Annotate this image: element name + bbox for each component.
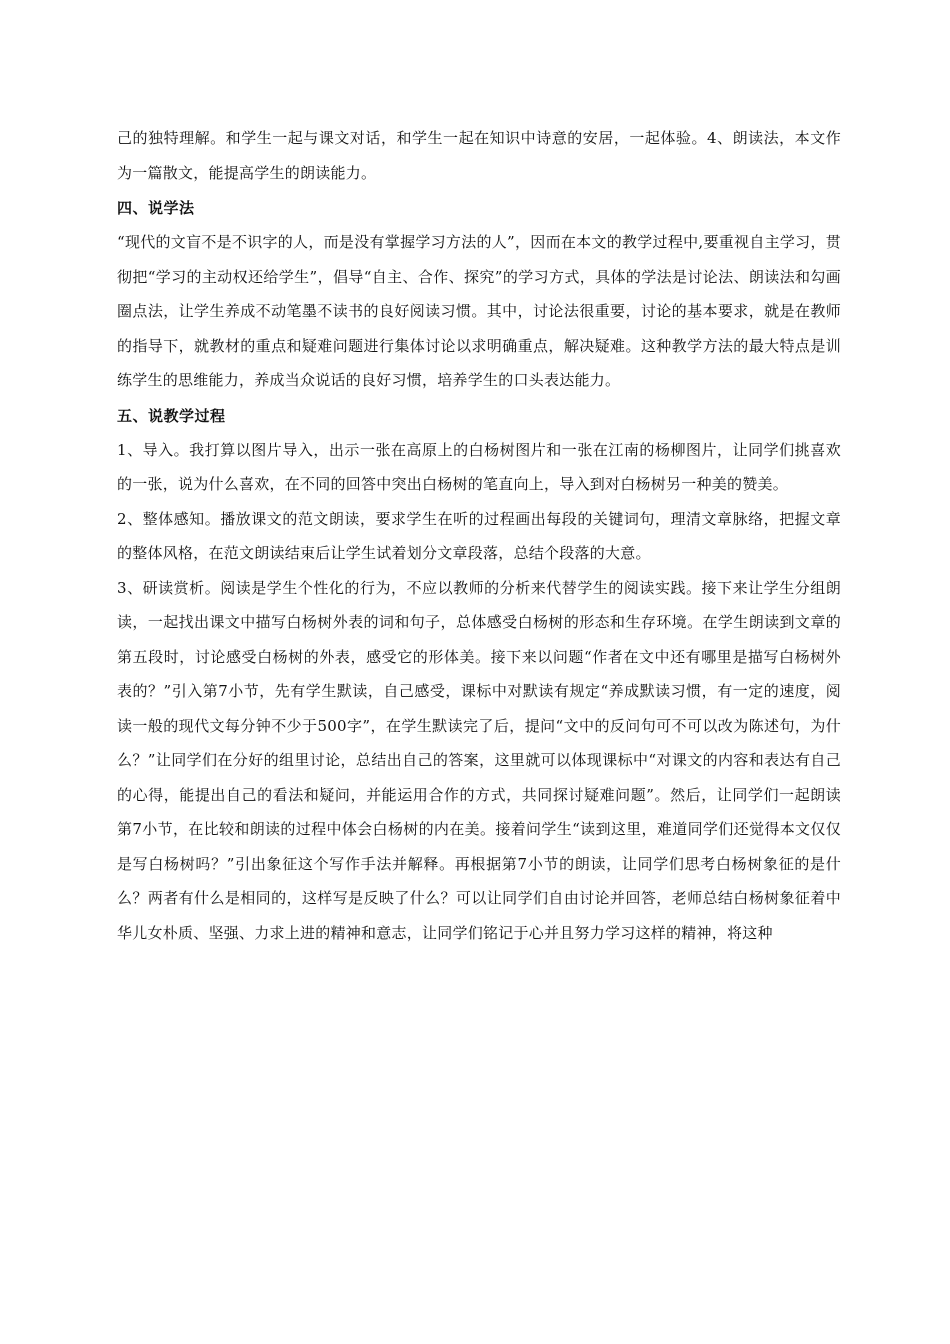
section-heading-teaching-process: 五、说教学过程 (117, 406, 226, 425)
teaching-step-reading-appreciation: 3、研读赏析。阅读是学生个性化的行为，不应以教师的分析来代替学生的阅读实践。接下来让学生分组朗读，一起找出课文中描写白杨树外表的词和句子，总体感受白杨树的形态和生存环境。在学生朗读到文章的第五段时，讨论感受白杨树的外表，感受它的形体美。接下来以问题“作者在文中还有哪里是描写白杨树外表的？”引入第7小节，先有学生默读，自己感受，课标中对默读有规定“养成默读习惯，有一定的速度，阅读一般的现代文每分钟不少于500字”，在学生默读完了后，提问“文中的反问句可不可以改为陈述句，为什么？”让同学们在分好的组里讨论，总结出自己的答案，这里就可以体现课标中“对课文的内容和表达有自己的心得，能提出自己的看法和疑问，并能运用合作的方式，共同探讨疑难问题”。然后，让同学们一起朗读第7小节，在比较和朗读的过程中体会白杨树的内在美。接着问学生“读到这里，难道同学们还觉得本文仅仅是写白杨树吗？”引出象征这个写作手法并解释。再根据第7小节的朗读，让同学们思考白杨树象征的是什么？两者有什么是相同的，这样写是反映了什么？可以让同学们自由讨论并回答，老师总结白杨树象征着中华儿女朴质、坚强、力求上进的精神和意志，让同学们铭记于心并且努力学习这样的精神，将这种 (117, 578, 841, 942)
intro-paragraph: 己的独特理解。和学生一起与课文对话，和学生一起在知识中诗意的安居，一起体验。4、朗读法，本文作为一篇散文，能提高学生的朗读能力。 (117, 129, 841, 182)
section-heading-study-methods: 四、说学法 (117, 199, 195, 217)
study-methods-paragraph: “现代的文盲不是不识字的人，而是没有掌握学习方法的人”，因而在本文的教学过程中,要重视自主学习，贯彻把“学习的主动权还给学生”，倡导“自主、合作、探究”的学习方式，具体的学法是讨论法、朗读法和勾画圈点法，让学生养成不动笔墨不读书的良好阅读习惯。其中，讨论法很重要，讨论的基本要求，就是在教师的指导下，就教材的重点和疑难问题进行集体讨论以求明确重点，解决疑难。这种教学方法的最大特点是训练学生的思维能力，养成当众说话的良好习惯，培养学生的口头表达能力。 (117, 233, 841, 389)
page-content (117, 121, 841, 950)
teaching-step-overall-perception: 2、整体感知。播放课文的范文朗读，要求学生在听的过程画出每段的关键词句，理清文章脉络，把握文章的整体风格，在范文朗读结束后让学生试着划分文章段落，总结个段落的大意。 (117, 509, 841, 562)
teaching-step-introduction: 1、导入。我打算以图片导入，出示一张在高原上的白杨树图片和一张在江南的杨柳图片，让同学们挑喜欢的一张，说为什么喜欢，在不同的回答中突出白杨树的笔直向上，导入到对白杨树另一种美的赞美。 (117, 440, 841, 493)
